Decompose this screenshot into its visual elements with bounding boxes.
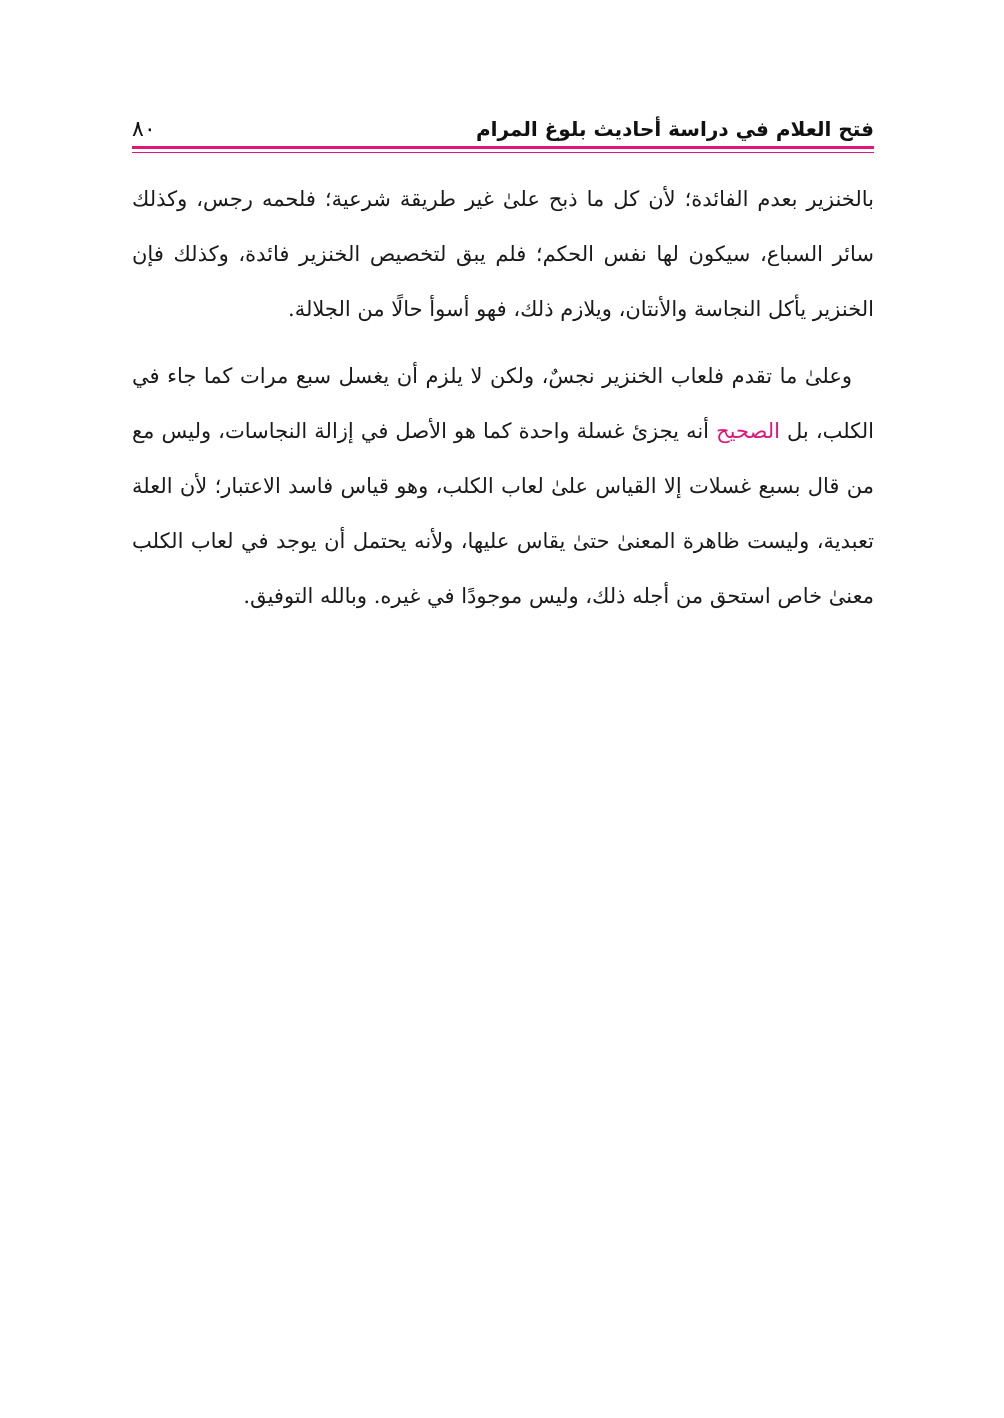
highlighted-term: الصحيح bbox=[716, 419, 780, 443]
paragraph-2-before: وعلىٰ ما تقدم فلعاب الخنزير نجسٌ، ولكن لا يلزم أن يغسل سبع مرات كما جاء في الكلب، بل bbox=[132, 364, 875, 443]
paragraph-2-after: أنه يجزئ غسلة واحدة كما هو الأصل في إزالة النجاسات، وليس مع من قال بسبع غسلات إلا القياس علىٰ لعاب الكلب، وهو قياس فاسد الاعتبار؛ لأن العلة تعبدية، وليست ظاهرة المعنىٰ حتىٰ يقاس عليها، ولأنه يحتمل أن يوجد في لعاب الكلب معنىٰ خاص استحق من أجله ذلك، وليس موجودًا في غيره. وبالله التوفيق. bbox=[132, 419, 874, 608]
paragraph-1: بالخنزير بعدم الفائدة؛ لأن كل ما ذبح علىٰ غير طريقة شرعية؛ فلحمه رجس، وكذلك سائر السباع، سيكون لها نفس الحكم؛ فلم يبق لتخصيص الخنزير فائدة، وكذلك فإن الخنزير يأكل النجاسة والأنتان، ويلازم ذلك، فهو أسوأ حالًا من الجلالة. bbox=[132, 187, 874, 321]
page-number: ٨٠ bbox=[132, 116, 156, 142]
body-text bbox=[132, 172, 874, 624]
running-title: فتح العلام في دراسة أحاديث بلوغ المرام bbox=[475, 117, 874, 141]
paragraph-2 bbox=[132, 349, 874, 624]
page-header bbox=[132, 108, 874, 152]
header-rule-thin bbox=[132, 152, 874, 153]
header-row bbox=[132, 114, 874, 144]
header-rule-thick bbox=[132, 146, 874, 149]
